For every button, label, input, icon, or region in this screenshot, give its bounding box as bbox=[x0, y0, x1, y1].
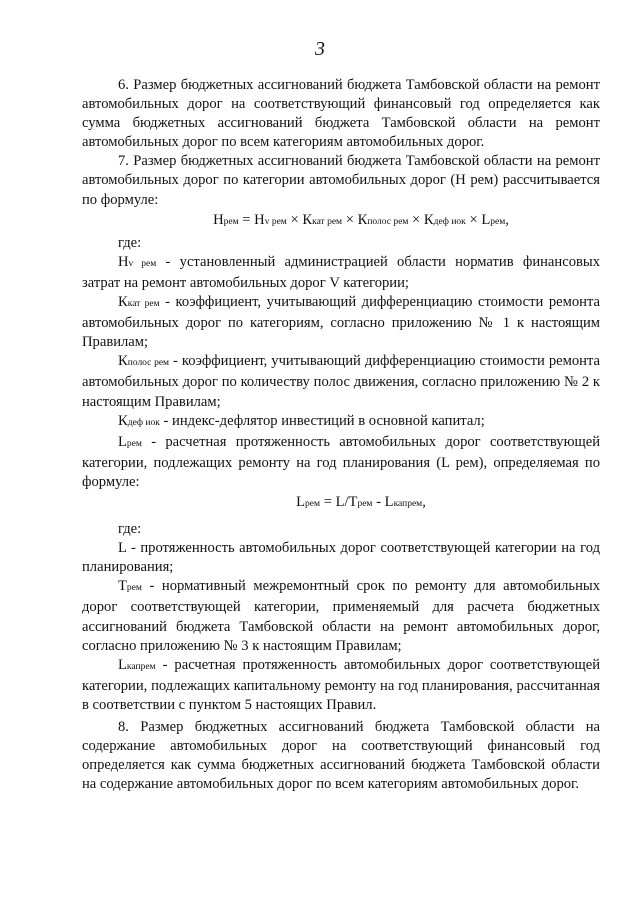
definition-subscript: рем bbox=[126, 583, 142, 594]
definition-text: - коэффициент, учитывающий дифференциацию стоимости ремонта автомобильных дорог по количеству полос движения, согласно приложению № 2 к настоящим Правилам; bbox=[82, 353, 600, 410]
definition-k-kat-rem bbox=[82, 293, 600, 352]
definition-symbol: К bbox=[118, 294, 128, 311]
formula-term: L/T bbox=[335, 493, 358, 510]
spacer bbox=[82, 515, 600, 518]
definition-subscript: капрем bbox=[126, 661, 156, 672]
definition-subscript: полос рем bbox=[127, 358, 170, 369]
definition-hv-rem bbox=[82, 253, 600, 293]
definition-t-rem bbox=[82, 577, 600, 655]
definition-k-def-iok bbox=[82, 412, 600, 433]
formula-subscript: рем bbox=[490, 216, 506, 227]
definition-text: - расчетная протяженность автомобильных дорог соответствующей категории, подлежащих капитальному ремонту на год планирования, рассчитанная в соответствии с пунктом 5 настоящих Правил. bbox=[82, 656, 600, 713]
formula-end: , bbox=[422, 493, 426, 510]
document-body bbox=[82, 76, 600, 794]
formula-term: Н bbox=[254, 211, 265, 228]
formula-operator: × bbox=[469, 211, 478, 228]
formula-operator: × bbox=[412, 211, 421, 228]
definition-symbol: L bbox=[118, 656, 127, 673]
formula-operator: = bbox=[323, 493, 332, 510]
formula-subscript: v рем bbox=[264, 216, 287, 227]
formula-subscript: рем bbox=[223, 216, 239, 227]
formula-subscript: кат рем bbox=[312, 216, 343, 227]
paragraph-8: 8. Размер бюджетных ассигнований бюджета Тамбовской области на содержание автомобильных дорог на соответствующий финансовый год определяется как сумма бюджетных ассигнований бюджета Тамбовской области на содержание автомобильных дорог по всем категориям автомобильных дорог. bbox=[82, 719, 600, 793]
formula-operator: × bbox=[290, 211, 299, 228]
formula-subscript: рем bbox=[305, 498, 321, 509]
definition-text: - индекс-дефлятор инвестиций в основной капитал; bbox=[163, 412, 485, 429]
where-label: где: bbox=[118, 521, 142, 538]
definition-l-kaprem bbox=[82, 656, 600, 715]
definition-symbol: Н bbox=[118, 253, 129, 270]
paragraph-6: 6. Размер бюджетных ассигнований бюджета Тамбовской области на ремонт автомобильных дорог на соответствующий финансовый год определяется как сумма бюджетных ассигнований бюджета Тамбовской области на ремонт автомобильных дорог по всем категориям автомобильных дорог. bbox=[82, 77, 600, 151]
definition-symbol: L bbox=[118, 540, 127, 557]
formula-operator: = bbox=[242, 211, 251, 228]
definition-subscript: v рем bbox=[128, 258, 157, 269]
formula-subscript: полос рем bbox=[367, 216, 409, 227]
where-label: где: bbox=[118, 234, 142, 251]
definition-text: - нормативный межремонтный срок по ремонту для автомобильных дорог соответствующей категории, применяемый для расчета бюджетных ассигнований бюджета Тамбовской области на ремонт автомобильных дорог, согласно приложению № 3 к настоящим Правилам; bbox=[82, 578, 600, 654]
definition-symbol: К bbox=[118, 412, 128, 429]
formula-h-rem bbox=[82, 211, 600, 232]
definition-text: - коэффициент, учитывающий дифференциацию стоимости ремонта автомобильных дорог по категориям, согласно приложению № 1 к настоящим Правилам; bbox=[82, 294, 600, 351]
formula-operator: - bbox=[376, 493, 381, 510]
formula-term: L bbox=[384, 493, 394, 510]
formula-term: К bbox=[423, 211, 434, 228]
formula-term: L bbox=[481, 211, 491, 228]
formula-end: , bbox=[505, 211, 509, 228]
definition-subscript: деф иок bbox=[127, 417, 160, 428]
definition-text: - расчетная протяженность автомобильных дорог соответствующей категории, подлежащих ремонту на год планирования (L рем), определяемая по формуле: bbox=[82, 433, 601, 490]
formula-operator: × bbox=[345, 211, 354, 228]
definition-subscript: кат рем bbox=[127, 299, 160, 310]
page-number: 3 bbox=[315, 38, 325, 60]
definition-l-rem bbox=[82, 433, 600, 492]
definition-text: - установленный администрацией области норматив финансовых затрат на ремонт автомобильных дорог V категории; bbox=[82, 253, 600, 291]
definition-subscript: рем bbox=[126, 438, 142, 449]
definition-text: - протяженность автомобильных дорог соответствующей категории на год планирования; bbox=[82, 540, 600, 576]
definition-symbol: К bbox=[118, 353, 128, 370]
formula-term: L bbox=[296, 493, 306, 510]
paragraph-7: 7. Размер бюджетных ассигнований бюджета Тамбовской области на ремонт автомобильных дорог по категории автомобильных дорог (Н рем) рассчитывается по формуле: bbox=[82, 153, 600, 208]
definition-symbol: L bbox=[118, 433, 127, 450]
definition-symbol: Т bbox=[118, 578, 127, 595]
formula-term: К bbox=[357, 211, 368, 228]
formula-l-rem bbox=[82, 493, 600, 514]
formula-subscript: деф иок bbox=[433, 216, 466, 227]
formula-subscript: капрем bbox=[393, 498, 423, 509]
definition-k-polos-rem bbox=[82, 352, 600, 411]
formula-term: К bbox=[302, 211, 313, 228]
formula-term: Н bbox=[213, 211, 224, 228]
formula-subscript: рем bbox=[357, 498, 373, 509]
definition-l bbox=[82, 539, 600, 577]
